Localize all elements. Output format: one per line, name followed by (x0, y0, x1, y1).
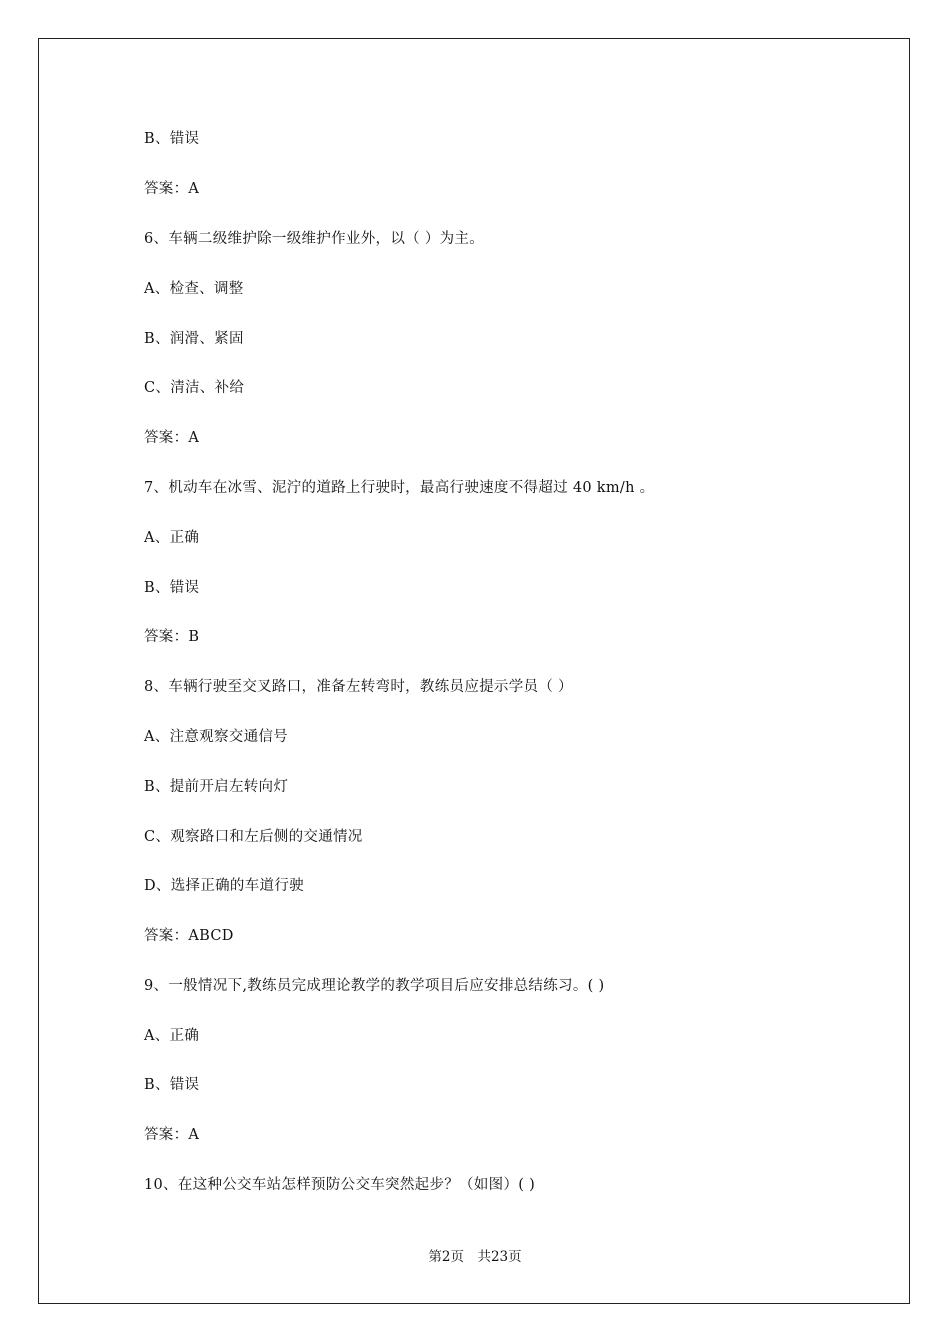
page-border (38, 38, 910, 1304)
answer-q7: 答案：B (144, 629, 200, 645)
question-6: 6、车辆二级维护除一级维护作业外，以（ ）为主。 (144, 231, 485, 247)
option-a-q8: A、注意观察交通信号 (144, 729, 288, 745)
option-a-q6: A、检查、调整 (144, 281, 244, 297)
option-a-q9: A、正确 (144, 1028, 200, 1044)
question-7: 7、机动车在冰雪、泥泞的道路上行驶时，最高行驶速度不得超过 40 km/h 。 (144, 480, 655, 496)
question-10: 10、在这种公交车站怎样预防公交车突然起步？（如图）( ) (144, 1177, 536, 1193)
question-9: 9、一般情况下,教练员完成理论教学的教学项目后应安排总结练习。( ) (144, 978, 605, 994)
option-b-q6: B、润滑、紧固 (144, 331, 244, 347)
answer-q9: 答案：A (144, 1127, 200, 1143)
page-number: 第2页 共23页 (428, 1249, 522, 1265)
option-b-q5: B、错误 (144, 131, 200, 147)
option-c-q8: C、观察路口和左后侧的交通情况 (144, 829, 363, 845)
option-a-q7: A、正确 (144, 530, 200, 546)
option-b-q9: B、错误 (144, 1077, 200, 1093)
option-b-q7: B、错误 (144, 580, 200, 596)
option-b-q8: B、提前开启左转向灯 (144, 779, 289, 795)
option-d-q8: D、选择正确的车道行驶 (144, 878, 304, 894)
option-c-q6: C、清洁、补给 (144, 380, 245, 396)
answer-q5: 答案：A (144, 181, 200, 197)
question-8: 8、车辆行驶至交叉路口，准备左转弯时，教练员应提示学员（ ） (144, 679, 573, 695)
answer-q8: 答案：ABCD (144, 928, 234, 944)
answer-q6: 答案：A (144, 430, 200, 446)
